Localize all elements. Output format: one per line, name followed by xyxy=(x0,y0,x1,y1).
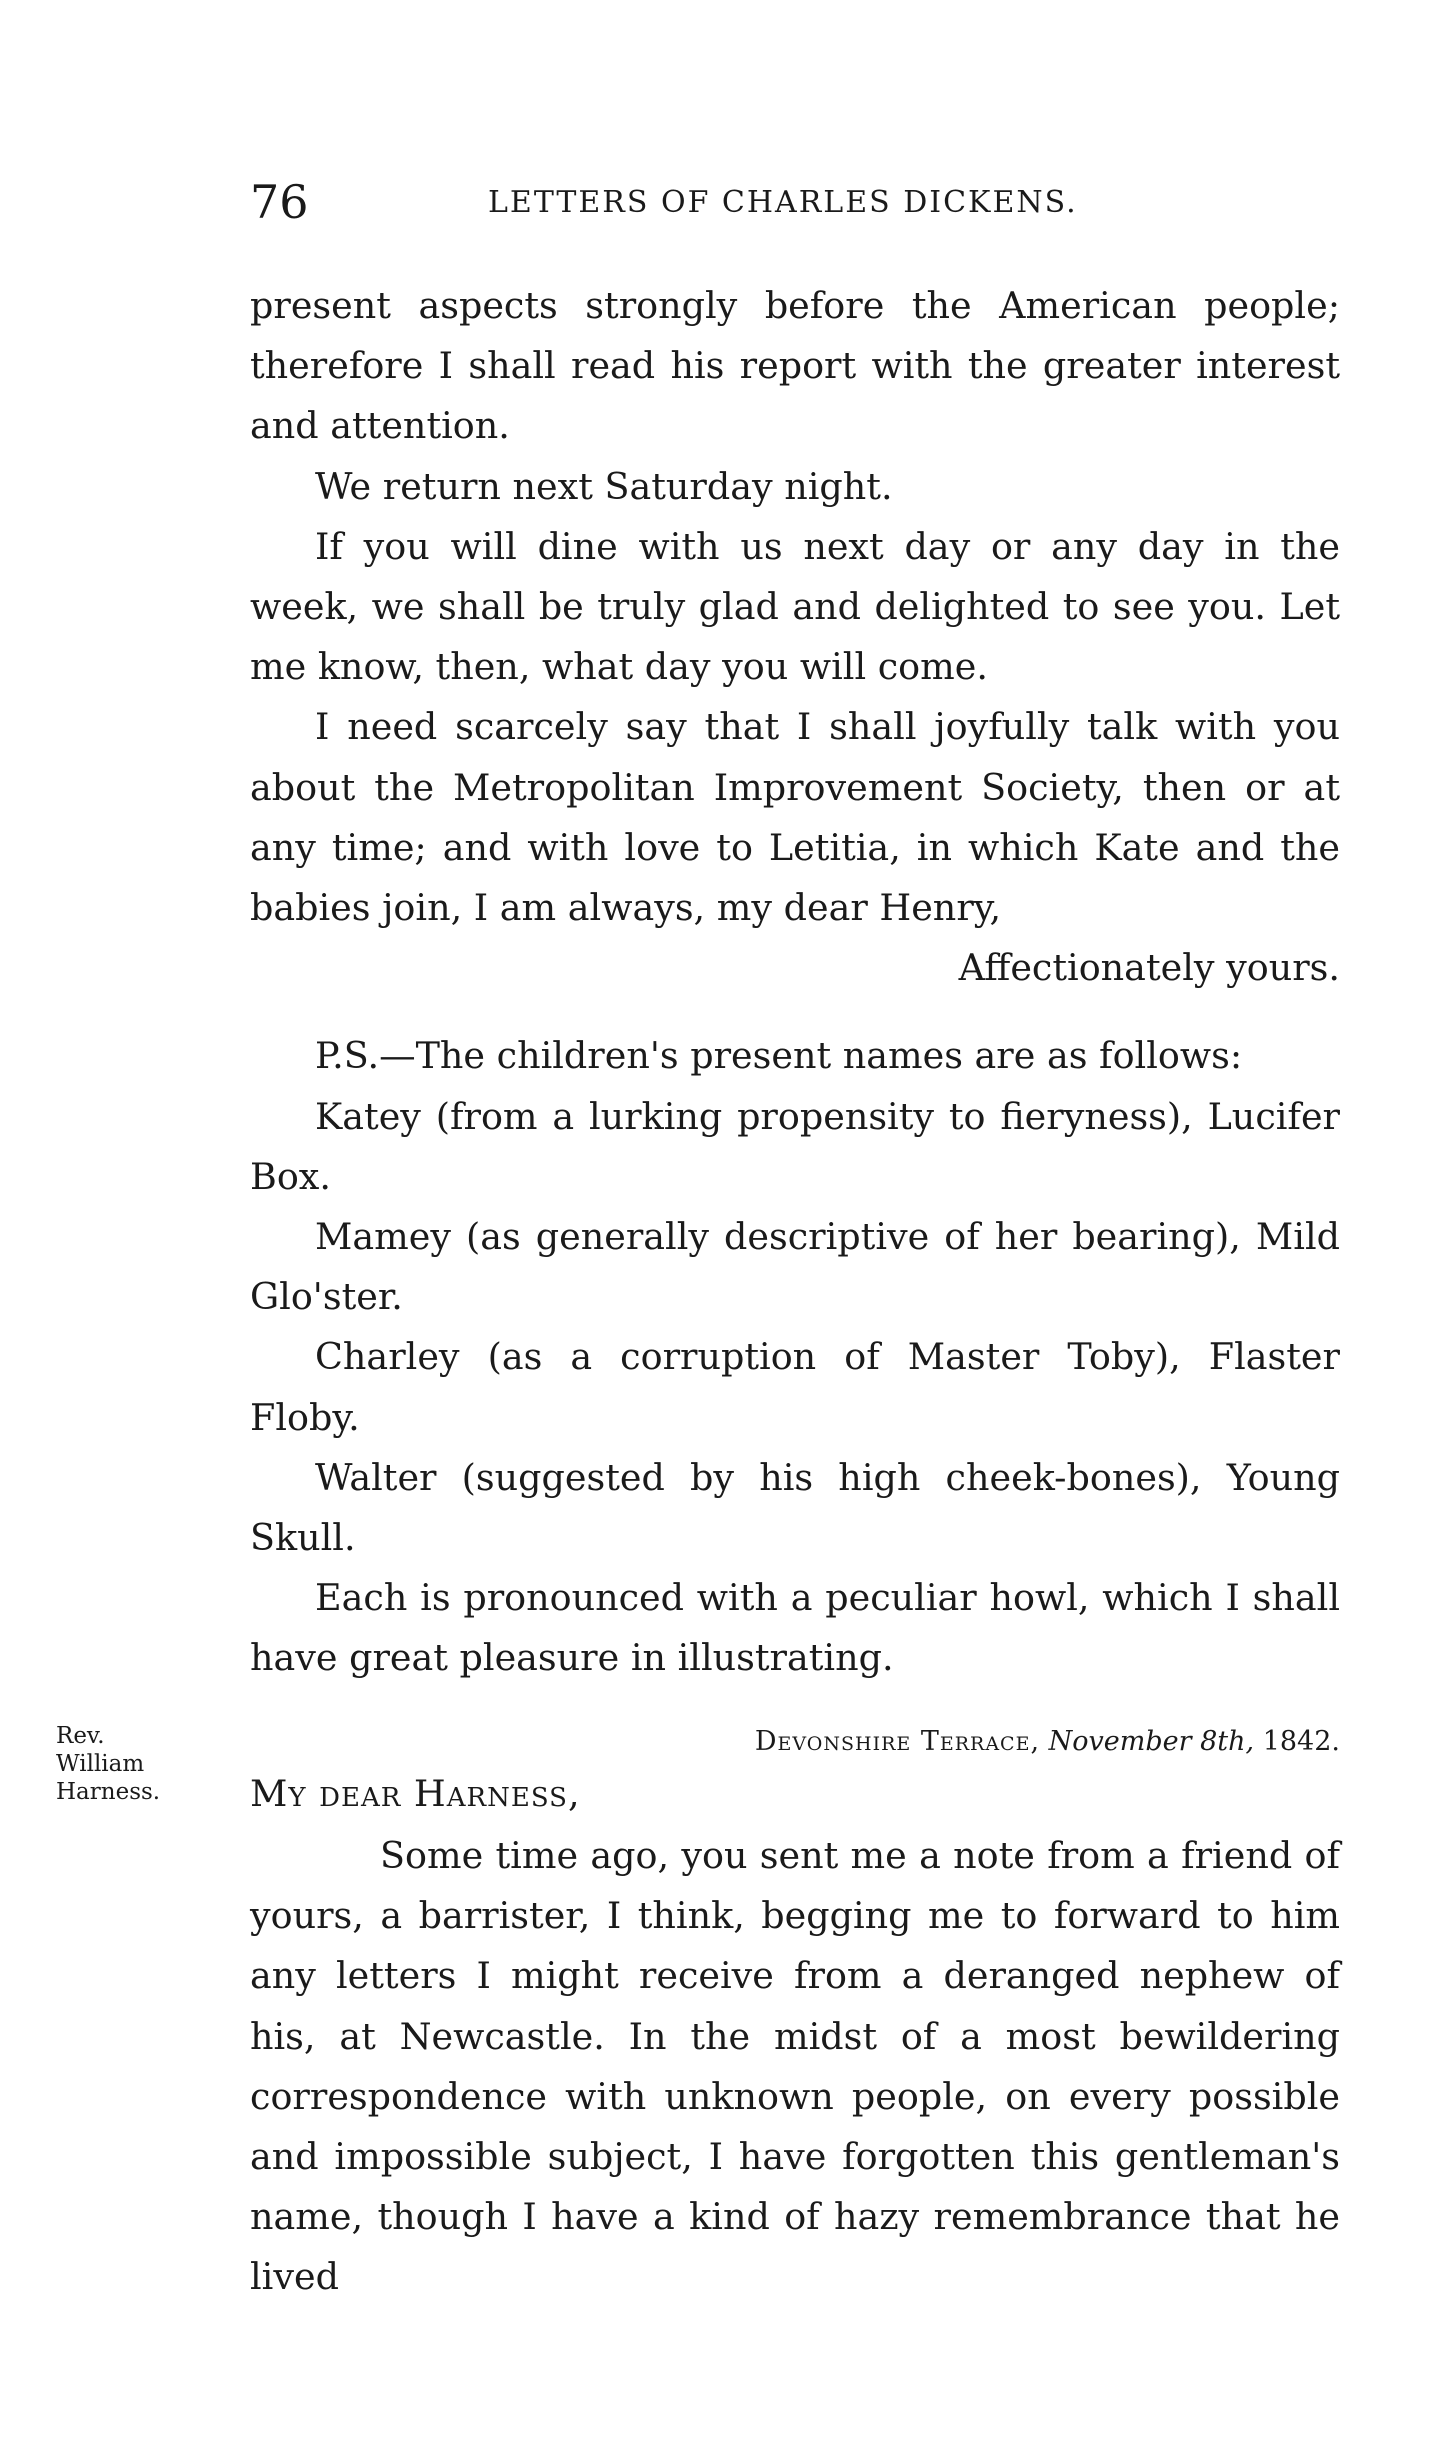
address-day: 8th, xyxy=(1200,1726,1255,1757)
postscript-line: Charley (as a corruption of Master Toby), Flaster Floby. xyxy=(250,1335,1340,1439)
margin-note-line: Harness. xyxy=(56,1779,161,1805)
paragraph: If you will dine with us next day or any day in the week, we shall be truly glad and delighted to see you. Let me know, then, what day you will come. xyxy=(250,524,1340,689)
postscript-line: Mamey (as generally descriptive of her bearing), Mild Glo'ster. xyxy=(250,1215,1340,1319)
salutation: My dear Harness, xyxy=(250,1772,581,1815)
postscript-line: Each is pronounced with a peculiar howl, which I shall have great pleasure in illustrating. xyxy=(250,1576,1340,1680)
letter-address xyxy=(755,1722,1340,1762)
spacer xyxy=(250,998,1340,1026)
postscript-line: Walter (suggested by his high cheek-bones), Young Skull. xyxy=(250,1455,1340,1560)
paragraph: present aspects strongly before the American people; therefore I shall read his report with the greater interest and attention. xyxy=(250,284,1340,448)
letter-to-harness xyxy=(250,1826,1340,2308)
address-year: 1842. xyxy=(1262,1726,1340,1757)
page-number: 76 xyxy=(250,175,309,229)
signoff: Affectionately yours. xyxy=(958,946,1340,990)
paragraph: We return next Saturday night. xyxy=(315,464,893,508)
paragraph: Some time ago, you sent me a note from a friend of yours, a barrister, I think, begging me to forward to him any letters I might receive from a deranged nephew of his, at Newcastle. In the midst of a most bewildering correspondence with unknown people, on every possible and impossible subject, I have forgotten this gentleman's name, though I have a kind of hazy remembrance that he lived xyxy=(250,1834,1340,2299)
margin-note-recipient xyxy=(56,1722,216,1806)
margin-note-line: Rev. xyxy=(56,1723,105,1749)
page-header xyxy=(250,172,1340,232)
running-head: LETTERS OF CHARLES DICKENS. xyxy=(488,185,1078,220)
address-place: Devonshire Terrace, xyxy=(754,1726,1041,1757)
letter-to-henry xyxy=(250,276,1340,1689)
postscript-line: Katey (from a lurking propensity to fieryness), Lucifer Box. xyxy=(250,1094,1340,1198)
address-month: November xyxy=(1048,1726,1192,1757)
postscript-line: P.S.—The children's present names are as follows: xyxy=(315,1034,1243,1078)
paragraph: I need scarcely say that I shall joyfully talk with you about the Metropolitan Improvement Society, then or at any time; and with love to Letitia, in which Kate and the babies join, I am always, my dear Henry, xyxy=(250,705,1340,930)
margin-note-line: William xyxy=(56,1751,145,1777)
